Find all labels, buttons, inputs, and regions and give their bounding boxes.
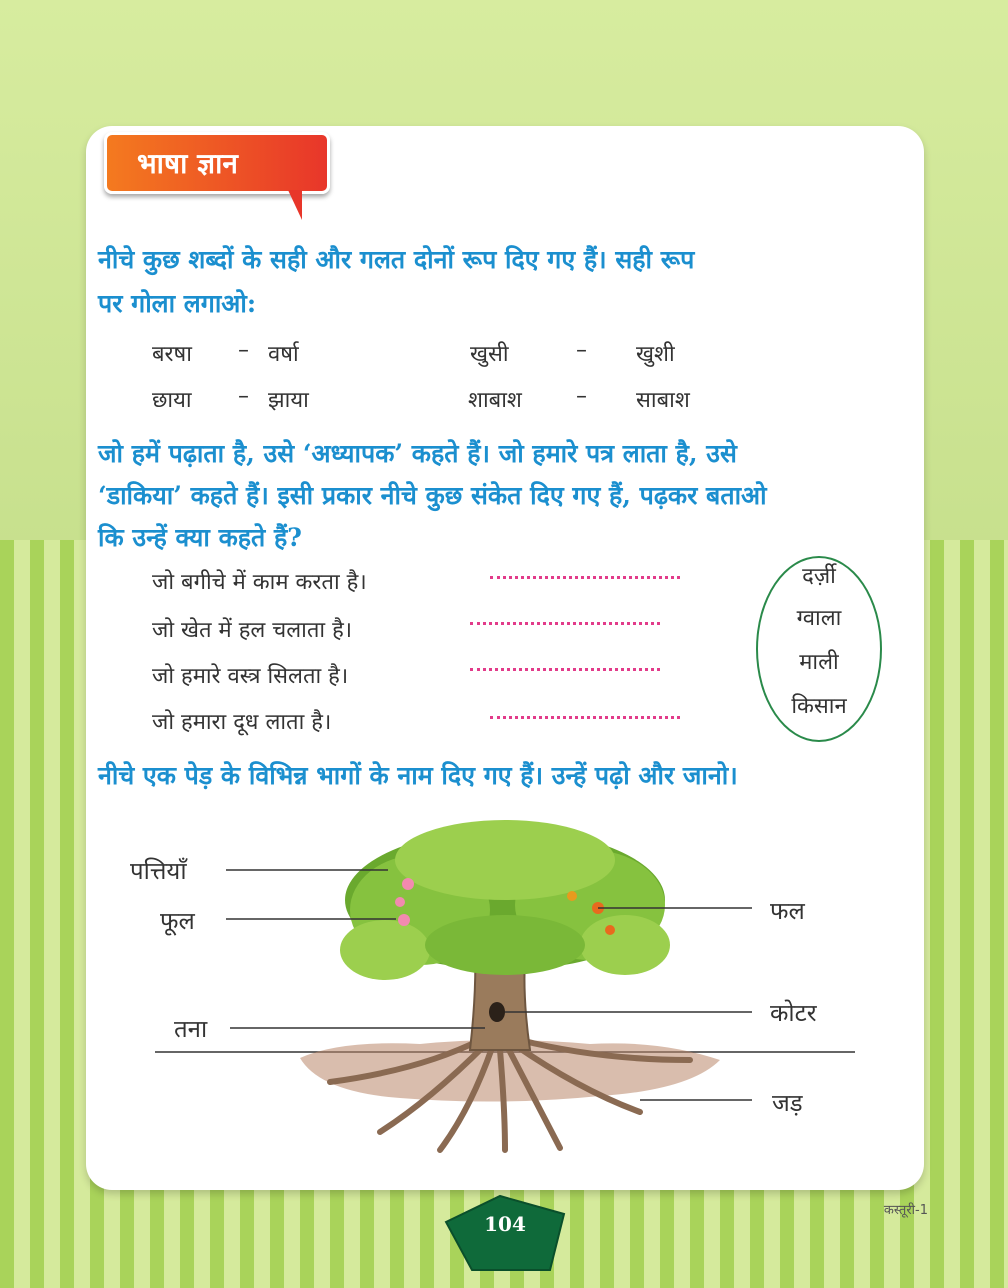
- label-trunk: तना: [174, 1015, 208, 1043]
- exercise1-instruction-line2: पर गोला लगाओ:: [98, 289, 257, 318]
- pair-1-wrong[interactable]: बरषा: [152, 342, 192, 367]
- label-roots: जड़: [772, 1089, 803, 1117]
- pair-2-right[interactable]: खुशी: [636, 342, 675, 367]
- exercise3-instruction: नीचे एक पेड़ के विभिन्न भागों के नाम दिए गए हैं। उन्हें पढ़ो और जानो।: [98, 761, 738, 790]
- pair-2-dash: –: [576, 338, 587, 363]
- clue-3: जो हमारे वस्त्र सिलता है।: [152, 664, 349, 689]
- word-bank-item-2: ग्वाला: [796, 606, 842, 631]
- word-bank-item-3: माली: [799, 650, 839, 675]
- exercise2-instruction-line3: कि उन्हें क्या कहते हैं?: [98, 523, 302, 552]
- page-number: 104: [484, 1212, 526, 1236]
- pair-4-right[interactable]: साबाश: [636, 388, 690, 413]
- pair-4-dash: –: [576, 384, 587, 409]
- exercise2-instruction-line2: ‘डाकिया’ कहते हैं। इसी प्रकार नीचे कुछ संकेत दिए गए हैं, पढ़कर बताओ: [98, 481, 767, 510]
- pair-1-right[interactable]: वर्षा: [268, 342, 299, 367]
- label-hollow: कोटर: [770, 999, 817, 1027]
- section-badge-title: भाषा ज्ञान: [137, 147, 238, 180]
- canopy: [340, 820, 670, 980]
- clue-1: जो बगीचे में काम करता है।: [152, 570, 367, 595]
- clue-4: जो हमारा दूध लाता है।: [152, 710, 332, 735]
- pair-3-dash: –: [238, 384, 249, 409]
- pair-2-wrong[interactable]: खुसी: [470, 342, 509, 367]
- word-bank-item-1: दर्ज़ी: [802, 564, 836, 589]
- book-name: कस्तूरी-1: [883, 1203, 928, 1218]
- label-leaves: पत्तियाँ: [130, 857, 187, 885]
- exercise1-instruction-line1: नीचे कुछ शब्दों के सही और गलत दोनों रूप दिए गए हैं। सही रूप: [98, 245, 695, 274]
- pair-3-wrong[interactable]: छाया: [152, 388, 192, 413]
- hollow: [489, 1002, 505, 1022]
- label-fruit: फल: [770, 897, 805, 925]
- pair-3-right[interactable]: झाया: [268, 388, 309, 413]
- pair-4-wrong[interactable]: शाबाश: [468, 388, 522, 413]
- label-flower: फूल: [160, 907, 195, 935]
- exercise2-instruction-line1: जो हमें पढ़ाता है, उसे ‘अध्यापक’ कहते हैं। जो हमारे पत्र लाता है, उसे: [98, 439, 737, 468]
- pair-1-dash: –: [238, 338, 249, 363]
- clue-2: जो खेत में हल चलाता है।: [152, 618, 353, 643]
- word-bank-item-4: किसान: [791, 694, 847, 719]
